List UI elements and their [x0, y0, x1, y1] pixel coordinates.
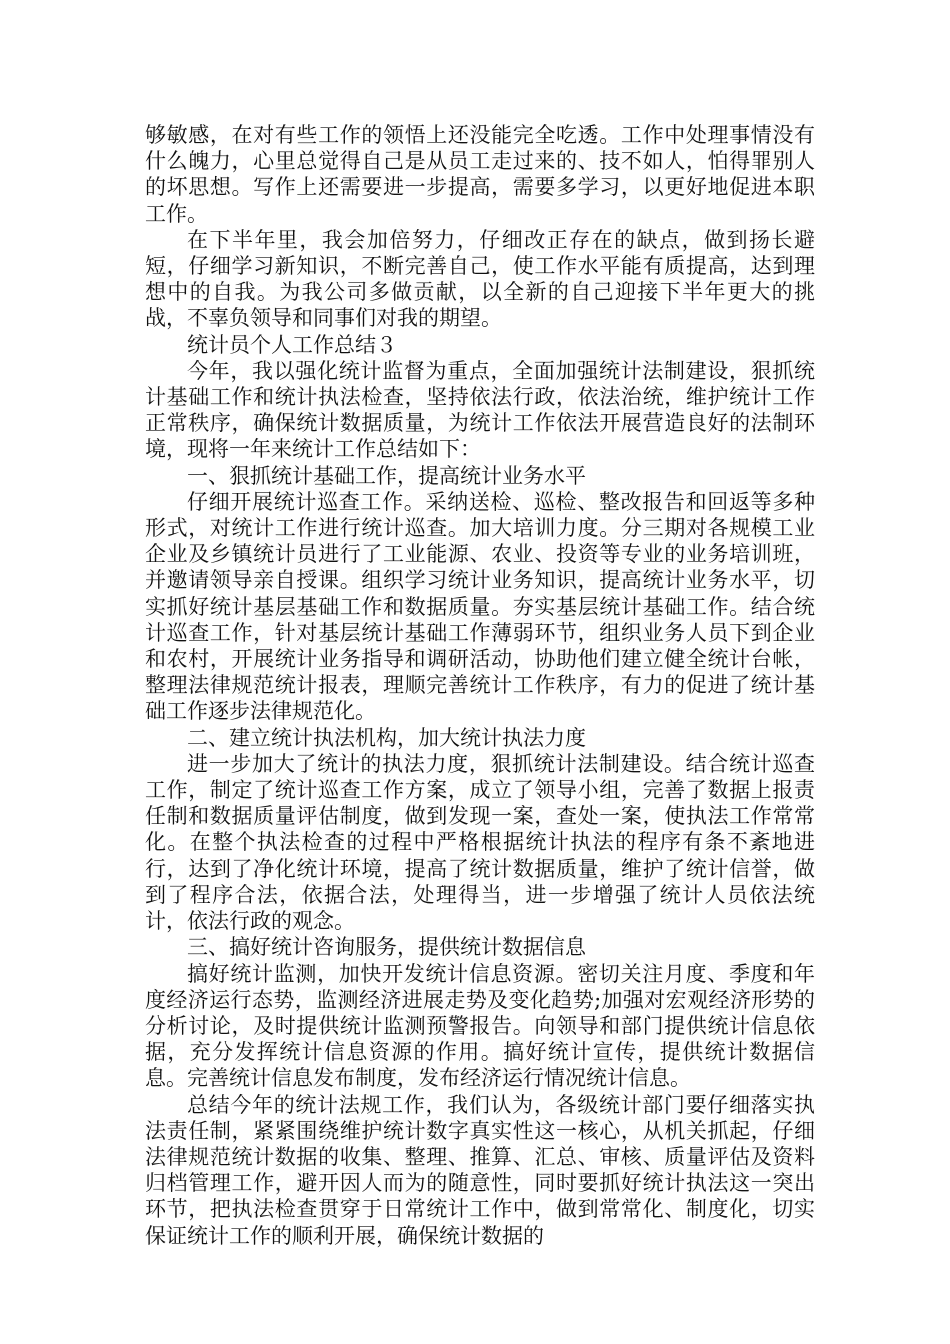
- paragraph-section-1-body: 仔细开展统计巡查工作。采纳送检、巡检、整改报告和回返等多种形式，对统计工作进行统计巡查。加大培训力度。分三期对各规模工业企业及乡镇统计员进行了工业能源、农业、投资等专业的业务培训班，并邀请领导亲自授课。组织学习统计业务知识，提高统计业务水平，切实抓好统计基层基础工作和数据质量。夯实基层统计基础工作。结合统计巡查工作，针对基层统计基础工作薄弱环节，组织业务人员下到企业和农村，开展统计业务指导和调研活动，协助他们建立健全统计台帐，整理法律规范统计报表，理顺完善统计工作秩序，有力的促进了统计基础工作逐步法律规范化。: [145, 489, 815, 724]
- paragraph-intro-continuation: 够敏感，在对有些工作的领悟上还没能完全吃透。工作中处理事情没有什么魄力，心里总觉得自己是从员工走过来的、技不如人，怕得罪别人的坏思想。写作上还需要进一步提高，需要多学习，以更好地促进本职工作。: [145, 123, 815, 226]
- heading-section-2: 二、建立统计执法机构，加大统计执法力度: [187, 725, 586, 750]
- heading-section-1: 一、狠抓统计基础工作，提高统计业务水平: [187, 463, 586, 488]
- paragraph-section-2-body: 进一步加大了统计的执法力度，狠抓统计法制建设。结合统计巡查工作，制定了统计巡查工作方案，成立了领导小组，完善了数据上报责任制和数据质量评估制度，做到发现一案，查处一案，使执法工作常常化。在整个执法检查的过程中严格根据统计执法的程序有条不紊地进行，达到了净化统计环境，提高了统计数据质量，维护了统计信誉，做到了程序合法，依据合法，处理得当，进一步增强了统计人员依法统计，依法行政的观念。: [145, 751, 815, 934]
- section-title-summary-3: 统计员个人工作总结３: [187, 332, 397, 357]
- paragraph-conclusion: 总结今年的统计法规工作，我们认为，各级统计部门要仔细落实执法责任制，紧紧围绕维护统计数字真实性这一核心，从机关抓起，仔细法律规范统计数据的收集、整理、推算、汇总、审核、质量评估及资料归档管理工作，避开因人而为的随意性，同时要抓好统计执法这一突出环节，把执法检查贯穿于日常统计工作中，做到常常化、制度化，切实保证统计工作的顺利开展，确保统计数据的: [145, 1092, 815, 1248]
- heading-section-3: 三、搞好统计咨询服务，提供统计数据信息: [187, 935, 586, 960]
- document-page: [145, 122, 815, 1249]
- paragraph-second-half-plan: 在下半年里，我会加倍努力，仔细改正存在的缺点，做到扬长避短，仔细学习新知识，不断完善自己，使工作水平能有质提高，达到理想中的自我。为我公司多做贡献，以全新的自己迎接下半年更大的挑战，不辜负领导和同事们对我的期望。: [145, 227, 815, 331]
- paragraph-section-3-body: 搞好统计监测，加快开发统计信息资源。密切关注月度、季度和年度经济运行态势，监测经济进展走势及变化趋势;加强对宏观经济形势的分析讨论，及时提供统计监测预警报告。向领导和部门提供统计信息依据，充分发挥统计信息资源的作用。搞好统计宣传，提供统计数据信息。完善统计信息发布制度，发布经济运行情况统计信息。: [145, 961, 815, 1091]
- paragraph-annual-overview: 今年，我以强化统计监督为重点，全面加强统计法制建设，狠抓统计基础工作和统计执法检查，坚持依法行政，依法治统，维护统计工作正常秩序，确保统计数据质量，为统计工作依法开展营造良好的法制环境，现将一年来统计工作总结如下：: [145, 358, 815, 462]
